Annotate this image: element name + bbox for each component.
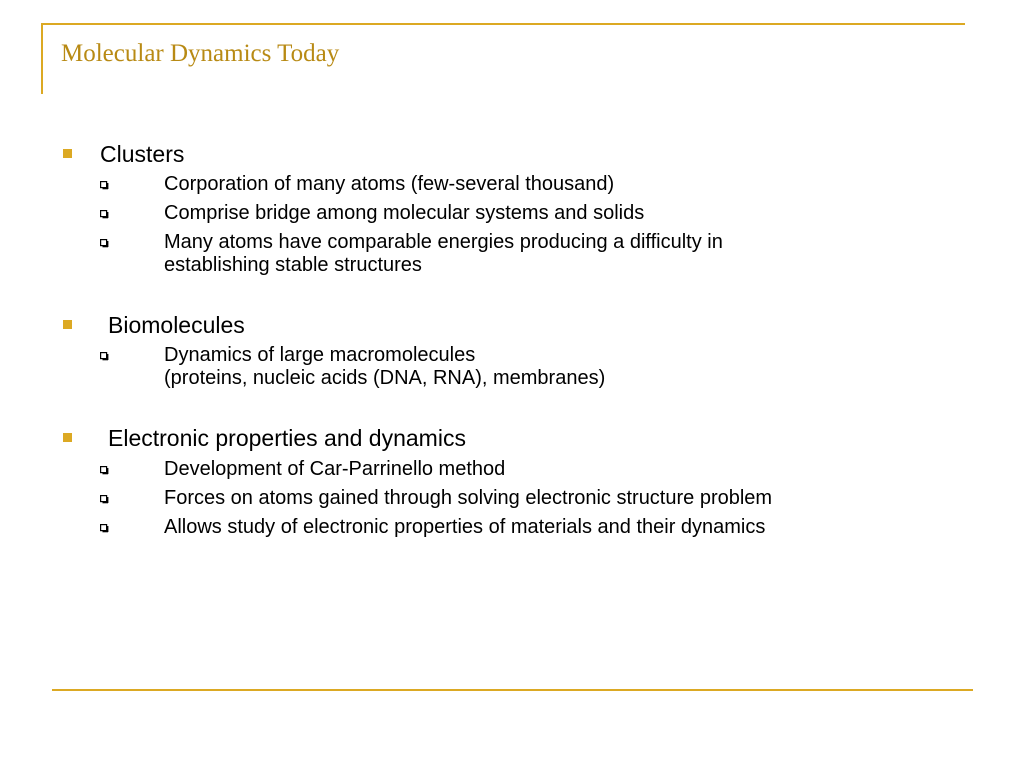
bullet-biomolecules	[63, 311, 983, 339]
hollow-square-bullet-icon	[100, 179, 109, 191]
hollow-square-bullet-icon	[100, 464, 109, 476]
bullet-clusters	[63, 140, 983, 168]
square-bullet-icon	[63, 149, 72, 158]
sub-bullet-text: Comprise bridge among molecular systems and solids	[164, 202, 645, 224]
footer-rule	[52, 689, 973, 691]
sub-bullet-text-line2: (proteins, nucleic acids (DNA, RNA), membranes)	[164, 367, 606, 389]
hollow-square-bullet-icon	[100, 522, 109, 534]
hollow-square-bullet-icon	[100, 208, 109, 220]
bullet-heading: Biomolecules	[108, 312, 245, 338]
sub-bullet-text: Corporation of many atoms (few-several thousand)	[164, 173, 615, 195]
sub-bullet-text: Allows study of electronic properties of materials and their dynamics	[164, 516, 766, 538]
sub-bullet-text-line1: Many atoms have comparable energies producing a difficulty in	[164, 231, 723, 253]
square-bullet-icon	[63, 433, 72, 442]
hollow-square-bullet-icon	[100, 237, 109, 249]
sub-bullet-text-line1: Dynamics of large macromolecules	[164, 344, 476, 366]
sub-bullet-text-line2: establishing stable structures	[164, 254, 422, 276]
sub-bullet-text: Forces on atoms gained through solving electronic structure problem	[164, 487, 773, 509]
bullet-heading: Clusters	[100, 141, 185, 167]
hollow-square-bullet-icon	[100, 350, 109, 362]
sub-bullet-text: Development of Car-Parrinello method	[164, 458, 506, 480]
square-bullet-icon	[63, 320, 72, 329]
bullet-electronic-properties	[63, 424, 983, 452]
hollow-square-bullet-icon	[100, 493, 109, 505]
bullet-heading: Electronic properties and dynamics	[108, 425, 466, 451]
slide-title: Molecular Dynamics Today	[61, 40, 340, 67]
